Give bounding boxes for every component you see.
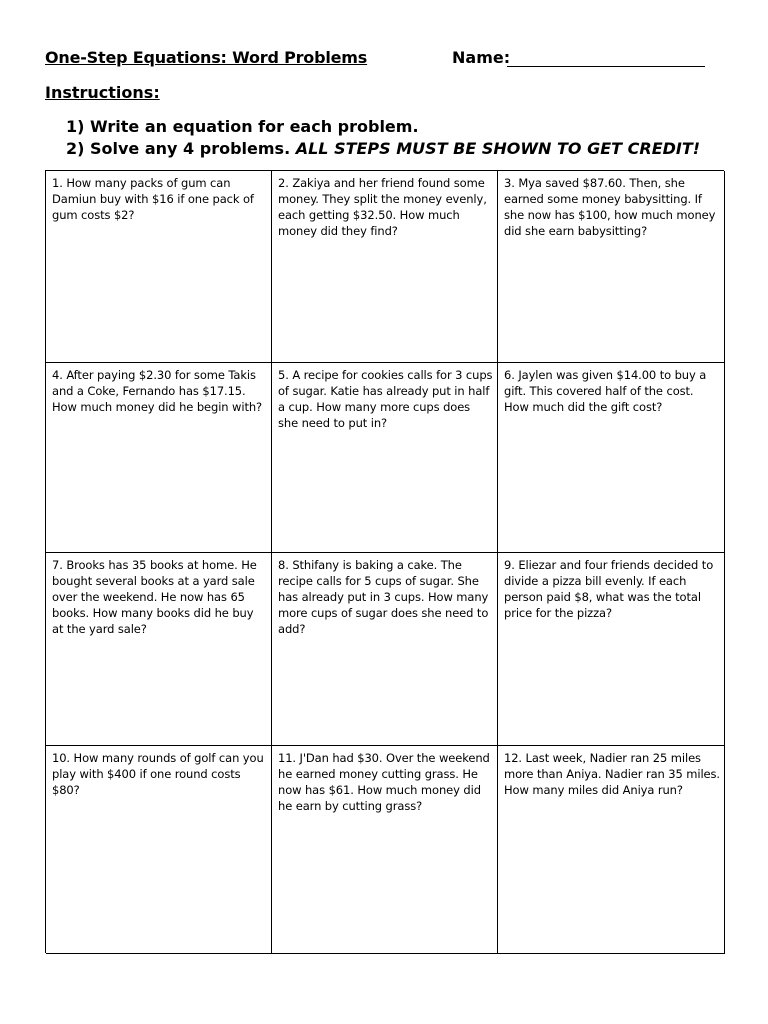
instructions-list: [66, 116, 700, 160]
name-label: Name:: [452, 48, 511, 67]
worksheet-header: [45, 48, 725, 72]
problem-cell[interactable]: 10. How many rounds of golf can you play with $400 if one round costs $80?: [46, 746, 272, 954]
problem-cell[interactable]: 1. How many packs of gum can Damiun buy with $16 if one pack of gum costs $2?: [46, 171, 272, 363]
problem-cell[interactable]: 3. Mya saved $87.60. Then, she earned some money babysitting. If she now has $100, how much money did she earn babysitting?: [498, 171, 725, 363]
instruction-text: Write an equation for each problem.: [90, 117, 419, 136]
worksheet-title: One-Step Equations: Word Problems: [45, 48, 368, 67]
instruction-emphasis: ALL STEPS MUST BE SHOWN TO GET CREDIT!: [295, 139, 701, 158]
problem-cell[interactable]: 4. After paying $2.30 for some Takis and a Coke, Fernando has $17.15. How much money did he begin with?: [46, 363, 272, 553]
problem-cell[interactable]: 11. J'Dan had $30. Over the weekend he earned money cutting grass. He now has $61. How much money did he earn by cutting grass?: [272, 746, 498, 954]
problem-cell[interactable]: 5. A recipe for cookies calls for 3 cups of sugar. Katie has already put in half a cup. How many more cups does she need to put in?: [272, 363, 498, 553]
problem-cell[interactable]: 8. Sthifany is baking a cake. The recipe calls for 5 cups of sugar. She has already put in 3 cups. How many more cups of sugar does she need to add?: [272, 553, 498, 746]
problem-cell[interactable]: 7. Brooks has 35 books at home. He bought several books at a yard sale over the weekend. He now has 65 books. How many books did he buy at the yard sale?: [46, 553, 272, 746]
instructions-heading: Instructions:: [45, 83, 160, 102]
instruction-number: 2): [66, 139, 85, 158]
instruction-number: 1): [66, 117, 85, 136]
instruction-text: Solve any 4 problems.: [90, 139, 291, 158]
problem-cell[interactable]: 2. Zakiya and her friend found some money. They split the money evenly, each getting $32.50. How much money did they find?: [272, 171, 498, 363]
instruction-item: [66, 138, 700, 160]
name-blank-line[interactable]: [507, 66, 705, 67]
problem-cell[interactable]: 9. Eliezar and four friends decided to divide a pizza bill evenly. If each person paid $8, what was the total price for the pizza?: [498, 553, 725, 746]
problem-cell[interactable]: 6. Jaylen was given $14.00 to buy a gift. This covered half of the cost. How much did the gift cost?: [498, 363, 725, 553]
problem-cell[interactable]: 12. Last week, Nadier ran 25 miles more than Aniya. Nadier ran 35 miles. How many miles did Aniya run?: [498, 746, 725, 954]
problem-grid: [45, 170, 724, 953]
instruction-item: [66, 116, 700, 138]
